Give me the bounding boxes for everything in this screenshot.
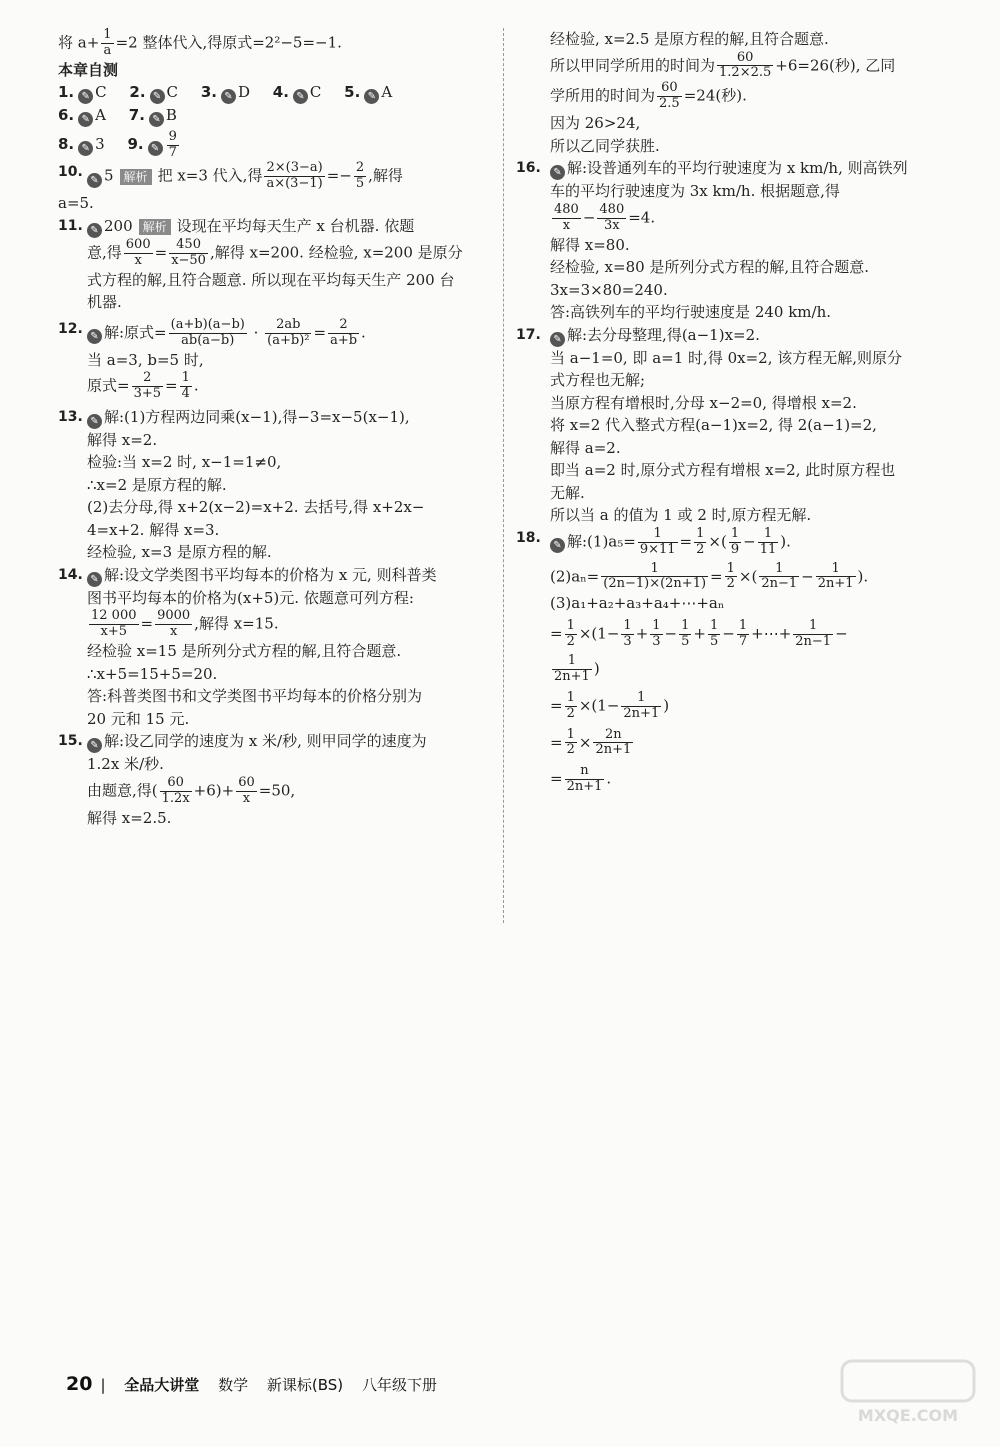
answer-icon: ✎ [87, 414, 102, 429]
fraction: $\frac{(a+b)(a-b)}{ab(a-b)}$ [170, 316, 245, 348]
fraction: $\frac{1}{5}$ [709, 617, 719, 649]
answer-icon: ✎ [550, 332, 565, 347]
question-15: 15. ✎ 解:设乙同学的速度为 x 米/秒, 则甲同学的速度为 [58, 732, 427, 752]
intro-line: 将 a+ $\frac{1}{a}$ =2 整体代入,得原式=2²−5=−1. [58, 27, 342, 58]
fraction: $\frac{9000}{x}$ [157, 608, 191, 640]
fraction: $\frac{60}{1.2x}$ [161, 774, 190, 806]
fraction: $\frac{12 000}{x+5}$ [91, 608, 137, 640]
q8-q9: 8. ✎ 3 9. ✎ $\frac{9}{7}$ [58, 128, 177, 160]
fraction: $\frac{1}{2}$ [726, 560, 735, 592]
fraction: $\frac{1}{2n-1}$ [795, 617, 832, 649]
fraction: $\frac{60}{x}$ [238, 774, 255, 806]
fraction: $\frac{2}{a+b}$ [330, 316, 358, 348]
answer-icon: ✎ [87, 572, 102, 587]
column-divider [503, 28, 504, 923]
svg-text:MXQE.COM: MXQE.COM [857, 1406, 959, 1425]
question-10: 10. ✎ 5 解析 把 x=3 代入,得 $\frac{2\times(3-a)}{a\times(3-1)}$ =− $\frac{2}{5}$ ,解得 [58, 160, 403, 192]
answer-icon: ✎ [87, 738, 102, 753]
fraction: $\frac{2}{3+5}$ [133, 370, 162, 401]
answer-icon: ✎ [148, 141, 163, 156]
answer-icon: ✎ [150, 89, 165, 104]
fraction: $\frac{2n}{2n+1}$ [595, 726, 632, 758]
fraction: $\frac{1}{a}$ [103, 27, 112, 58]
brand-name: 全品大讲堂 [124, 1376, 200, 1394]
fraction: $\frac{450}{x-50}$ [171, 236, 206, 268]
fraction: $\frac{1}{2}$ [566, 689, 575, 721]
question-18: 18. ✎ 解:(1)a₅= $\frac{1}{9\times 11}$ = $\frac{1}{2}$ ×( $\frac{1}{9}$ − $\frac{1}{11}$ ). [516, 525, 791, 557]
answer-icon: ✎ [87, 173, 102, 188]
fraction: $\frac{1}{5}$ [681, 617, 690, 649]
fraction: $\frac{1}{9\times 11}$ [639, 525, 676, 557]
left-column: 将 a+ $\frac{1}{a}$ =2 整体代入,得原式=2²−5=−1. 本章自测 1. ✎ C 2. ✎ C 3. ✎ D 4. ✎ C 5. ✎ A 6. ✎ A 7. ✎ B 8. ✎ 3 9. ✎ $\frac{9}{7}$ 10. ✎ 5 解析 把 x=3 代入,得 $\frac{2\times(3-a)}{a\times(3-1)}$ =− $\frac{2}{5}$ ,解得 a=5. 11. ✎ 200 解析 设现在平均每天生产 x 台机器. 依题 意,得 $\frac{600}{x}$ = $\frac{450}{x-50}$ ,解得 x=200. 经检验, x=200 是原分 式方程的解,且符合题意. 所以现在平均每天生产 200 台 机器. 12. ✎ 解:原式= $\frac{(a+b)(a-b)}{ab(a-b)}$ · $\frac{2ab}{\text{(a+b)²}}$ = $\frac{2}{a+b}$ . 当 a=3, b=5 时, 原式= $\frac{2}{3+5}$ = $\frac{1}{4}$ . 13. ✎ 解:(1)方程两边同乘(x−1),得−3=x−5(x−1), 解得 x=2. 检验:当 x=2 时, x−1=1≠0, ∴x=2 是原方程的解. (2)去分母,得 x+2(x−2)=x+2. 去括号,得 x+2x− 4=x+2. 解得 x=3. 经检验, x=3 是原方程的解. 14. ✎ 解:设文学类图书平均每本的价格为 x 元, 则科普类 图书平均每本的价格为(x+5)元. 依题意可列方程: $\frac{12 000}{x+5}$ = $\frac{9000}{x}$ ,解得 x=15. 经检验 x=15 是所列分式方程的解,且符合题意. ∴x+5=15+5=20. 答:科普类图书和文学类图书平均每本的价格分别为 20 元和 15 元. 15. ✎ 解:设乙同学的速度为 x 米/秒, 则甲同学的速度为 1.2x 米/秒. 由题意,得( $\frac{60}{1.2x}$ +6)+ $\frac{60}{x}$ =50, 解得 x=2.5. [58, 28, 490, 829]
answer-icon: ✎ [550, 538, 565, 553]
mc-row-1: 1. ✎ C 2. ✎ C 3. ✎ D 4. ✎ C 5. ✎ A [58, 83, 393, 103]
fraction: $\frac{2\times(3-a)}{a\times(3-1)}$ [266, 160, 323, 192]
fraction: $\frac{1}{2n+1}$ [623, 689, 660, 721]
fraction: $\frac{2ab}{\text{(a+b)²}}$ [267, 316, 310, 348]
answer-icon: ✎ [221, 89, 236, 104]
fraction: $\frac{1}{2n+1}$ [554, 652, 590, 684]
fraction: $\frac{1}{11}$ [759, 525, 777, 557]
fraction: $\frac{60}{2.5}$ [659, 80, 680, 112]
edition: 新课标(BS) [266, 1376, 344, 1394]
right-column: 经检验, x=2.5 是原方程的解,且符合题意. 所以甲同学所用的时间为 $\frac{60}{1.2\times 2.5}$ +6=26(秒), 乙同 学所用的时间为 $\frac{60}{2.5}$ =24(秒). 因为 26>24, 所以乙同学获胜. 16. ✎ 解:设普通列车的平均行驶速度为 x km/h, 则高铁列 车的平均行驶速度为 3x km/h. 根据题意,得 $\frac{480}{x}$ − $\frac{480}{3x}$ =4. 解得 x=80. 经检验, x=80 是所列分式方程的解,且符合题意. 3x=3×80=240. 答:高铁列车的平均行驶速度是 240 km/h. 17. ✎ 解:去分母整理,得(a−1)x=2. 当 a−1=0, 即 a=1 时,得 0x=2, 该方程无解,则原分 式方程也无解; 当原方程有增根时,分母 x−2=0, 得增根 x=2. 将 x=2 代入整式方程(a−1)x=2, 得 2(a−1)=2, 解得 a=2. 即当 a=2 时,原分式方程有增根 x=2, 此时原方程也 无解. 所以当 a 的值为 1 或 2 时,原方程无解. 18. ✎ 解:(1)a₅= $\frac{1}{9\times 11}$ = $\frac{1}{2}$ ×( $\frac{1}{9}$ − $\frac{1}{11}$ ). (2)aₙ= $\frac{1}{(2n-1)\times(2n+1)}$ = $\frac{1}{2}$ ×( $\frac{1}{2n-1}$ − $\frac{1}{2n+1}$ ). (3)a₁+a₂+a₃+a₄+⋯+aₙ = $\frac{1}{2}$ ×(1− $\frac{1}{3}$ + $\frac{1}{3}$ − $\frac{1}{5}$ + $\frac{1}{5}$ − $\frac{1}{7}$ +⋯+ $\frac{1}{2n-1}$ − $\frac{1}{2n+1}$ ) = $\frac{1}{2}$ ×(1− $\frac{1}{2n+1}$ ) = $\frac{1}{2}$ × $\frac{2n}{2n+1}$ = $\frac{n}{2n+1}$ . [550, 28, 955, 795]
answer-icon: ✎ [78, 141, 93, 156]
fraction: $\frac{1}{4}$ [181, 370, 190, 401]
question-14: 14. ✎ 解:设文学类图书平均每本的价格为 x 元, 则科普类 [58, 565, 437, 585]
subject: 数学 [218, 1376, 249, 1394]
fraction: $\frac{480}{x}$ [554, 201, 579, 233]
fraction: $\frac{1}{2}$ [696, 525, 705, 557]
fraction: $\frac{60}{1.2\times 2.5}$ [719, 49, 772, 81]
question-17: 17. ✎ 解:去分母整理,得(a−1)x=2. [516, 325, 760, 345]
fraction: $\frac{1}{2}$ [566, 726, 575, 758]
fraction: $\frac{1}{2}$ [566, 617, 575, 649]
watermark-logo [838, 1357, 978, 1427]
fraction: $\frac{1}{2n-1}$ [761, 560, 798, 592]
answer-icon: ✎ [293, 89, 308, 104]
fraction: $\frac{9}{7}$ [168, 128, 177, 160]
answer-icon: ✎ [149, 112, 164, 127]
fraction: $\frac{1}{3}$ [652, 617, 661, 649]
question-16: 16. ✎ 解:设普通列车的平均行驶速度为 x km/h, 则高铁列 [516, 159, 908, 179]
answer-icon: ✎ [78, 89, 93, 104]
fraction: $\frac{480}{3x}$ [599, 201, 625, 233]
fraction: $\frac{1}{3}$ [623, 617, 632, 649]
answer-icon: ✎ [550, 165, 565, 180]
fraction: $\frac{1}{9}$ [730, 525, 740, 557]
answer-icon: ✎ [87, 223, 102, 238]
question-12: 12. ✎ 解:原式= $\frac{(a+b)(a-b)}{ab(a-b)}$ · $\frac{2ab}{\text{(a+b)²}}$ = $\frac{2}{a+b}$ . [58, 316, 366, 348]
fraction: $\frac{1}{(2n-1)\times(2n+1)}$ [603, 560, 707, 592]
answer-icon: ✎ [87, 329, 102, 344]
answer-icon: ✎ [78, 112, 93, 127]
fraction: $\frac{n}{2n+1}$ [566, 763, 603, 795]
fraction: $\frac{2}{5}$ [355, 160, 365, 192]
section-title: 本章自测 [58, 60, 119, 79]
mc-row-2: 6. ✎ A 7. ✎ B [58, 106, 177, 126]
answer-icon: ✎ [364, 89, 379, 104]
page-footer: 20 | 全品大讲堂 数学 新课标(BS) 八年级下册 [66, 1373, 437, 1395]
fraction: $\frac{600}{x}$ [125, 236, 151, 268]
page-number: 20 [66, 1373, 93, 1395]
fraction: $\frac{1}{2n+1}$ [817, 560, 854, 592]
fraction: $\frac{1}{7}$ [738, 617, 748, 649]
grade: 八年级下册 [361, 1376, 437, 1394]
question-13: 13. ✎ 解:(1)方程两边同乘(x−1),得−3=x−5(x−1), [58, 407, 410, 427]
question-11: 11. ✎ 200 解析 设现在平均每天生产 x 台机器. 依题 [58, 216, 415, 236]
